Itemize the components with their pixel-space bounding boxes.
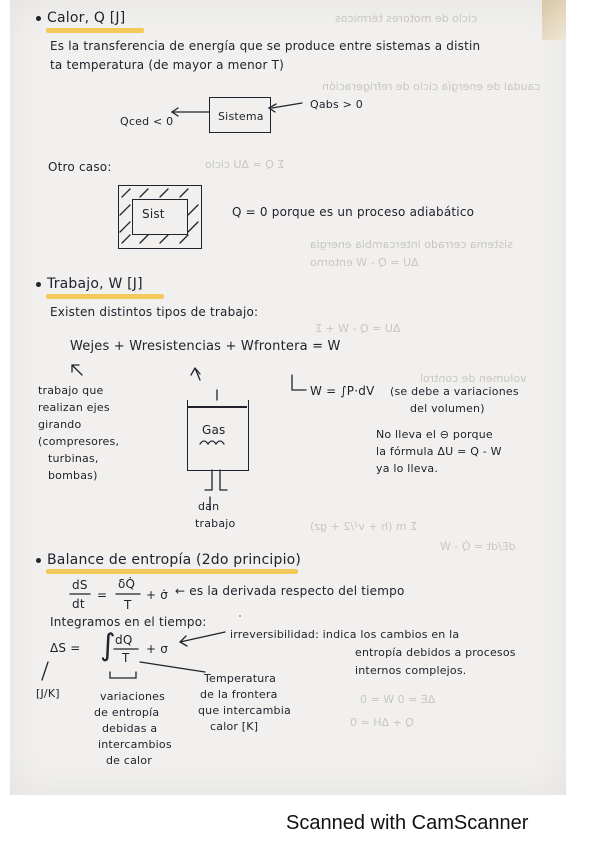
variation-note: intercambios	[98, 738, 172, 751]
shaft-note: girando	[38, 418, 82, 431]
q-ced-label: Qced < 0	[120, 115, 174, 128]
variation-note: de entropía	[94, 706, 160, 719]
shaft-note: bombas)	[48, 469, 98, 482]
work-equation: Wejes + Wresistencias + Wfrontera = W	[70, 339, 341, 354]
irreversibility-note: entropía debidos a procesos	[355, 646, 516, 659]
plus-sigma: + σ	[146, 642, 169, 656]
dan-trabajo-note: dan	[198, 500, 220, 513]
irreversibility-note: irreversibilidad: indica los cambios en la	[230, 628, 460, 641]
arrow-icon	[72, 365, 82, 375]
rate-sigma: + σ̇	[146, 588, 169, 602]
variation-note: de calor	[106, 754, 152, 767]
arrow-icon	[191, 368, 200, 380]
units-label: [J/K]	[36, 687, 60, 700]
bleed-through-text: Σ m (h + v²/2 + gz)	[310, 520, 418, 533]
temperature-note: Temperatura	[204, 672, 277, 685]
equals-sign: =	[97, 588, 108, 602]
rate-q-num: δQ̇	[118, 577, 136, 591]
bleed-through-text: ΔE = 0 W = 0	[360, 693, 436, 706]
bleed-through-text: caudal de energía ciclo de refrigeración	[322, 80, 541, 93]
bleed-through-text: ΔU = Q - W entorno	[310, 256, 419, 269]
irreversibility-note: internos complejos.	[355, 664, 467, 677]
entropy-rate-lhs-den: dt	[72, 597, 85, 611]
shaft-note: turbinas,	[48, 452, 99, 465]
dq-den: T	[122, 651, 130, 665]
boundary-formula: W = ∫P·dV	[310, 384, 375, 398]
entropy-rate-lhs: dS	[72, 578, 88, 592]
rate-q-den: T	[124, 598, 132, 612]
integral-sign: ∫	[100, 628, 116, 663]
bleed-through-text: Q + ΔH = 0	[350, 716, 414, 729]
shaft-note: (compresores,	[38, 435, 120, 448]
q-abs-label: Qabs > 0	[310, 98, 363, 111]
dq-num: dQ	[115, 633, 133, 647]
rate-note: ← es la derivada respecto del tiempo	[175, 584, 405, 598]
other-case-label: Otro caso:	[48, 160, 112, 174]
adiabatic-note: Q = 0 porque es un proceso adiabático	[232, 205, 475, 219]
heat-section-title: Calor, Q [J]	[36, 10, 125, 26]
boundary-note: del volumen)	[410, 402, 485, 415]
delta-s: ΔS =	[50, 641, 81, 655]
temperature-note: calor [K]	[210, 720, 259, 733]
heat-definition-line-1: Es la transferencia de energía que se produce entre sistemas a distin	[50, 39, 481, 53]
sign-note: No lleva el ⊖ porque	[376, 428, 493, 441]
sign-note: ya lo lleva.	[376, 462, 439, 475]
dan-trabajo-note: trabajo	[195, 517, 236, 530]
bracket-icon	[292, 375, 306, 390]
integrate-label: Integramos en el tiempo:	[50, 615, 207, 629]
gas-label: Gas	[202, 423, 226, 437]
boundary-note: (se debe a variaciones	[390, 385, 519, 398]
bleed-through-text: sistema cerrado intercambia energía	[310, 238, 513, 251]
heat-definition-line-2: ta temperatura (de mayor a menor T)	[50, 58, 285, 72]
shaft-note: realizan ejes	[38, 401, 110, 414]
system-label: Sistema	[218, 110, 264, 123]
scanner-watermark: Scanned with CamScanner	[286, 812, 529, 834]
bleed-through-text: dE/dt = Q̇ - Ẇ	[440, 540, 516, 553]
variation-note: debidas a	[102, 722, 158, 735]
work-section-title: Trabajo, W [J]	[36, 276, 143, 292]
work-intro: Existen distintos tipos de trabajo:	[50, 305, 259, 319]
bleed-through-text: Σ Q = ΔU ciclo	[205, 158, 285, 171]
notebook-page	[10, 0, 566, 795]
variation-note: variaciones	[100, 690, 166, 703]
pen-strokes	[10, 0, 566, 795]
bleed-through-text: ΔU = Q - W + Σ	[315, 322, 401, 335]
sign-note: la fórmula ΔU = Q - W	[376, 445, 502, 458]
sist-label: Sist	[142, 207, 165, 221]
entropy-section-title: Balance de entropía (2do principio)	[36, 552, 301, 568]
bleed-through-text: ciclo de motores térmicos	[335, 12, 478, 25]
temperature-note: que intercambia	[198, 704, 291, 717]
bleed-through-text: volumen de control	[420, 372, 527, 385]
temperature-note: de la frontera	[200, 688, 278, 701]
shaft-note: trabajo que	[38, 384, 104, 397]
folded-corner	[542, 0, 566, 40]
